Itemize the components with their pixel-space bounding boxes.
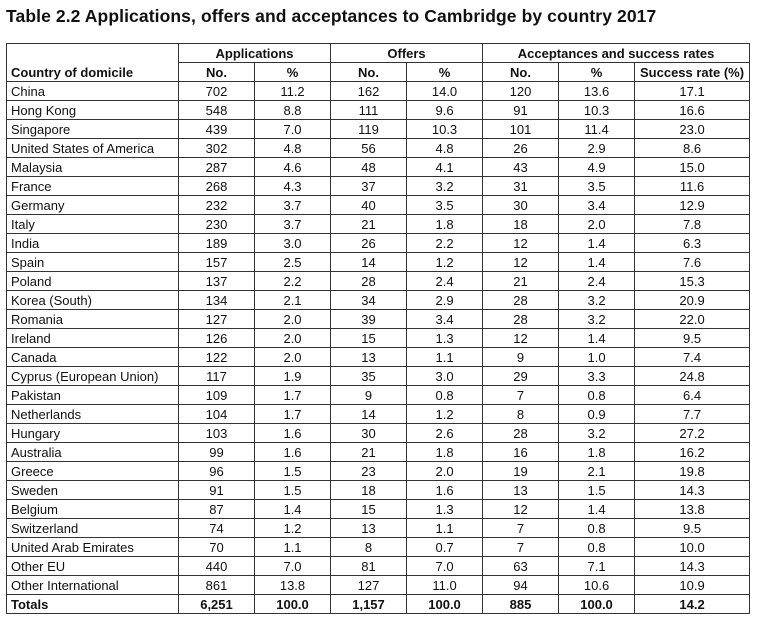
cell-country: Hong Kong (7, 101, 179, 120)
cell-acc-no: 28 (483, 291, 559, 310)
cell-success: 6.4 (635, 386, 750, 405)
table-row (7, 386, 750, 405)
cell-app-no: 548 (179, 101, 255, 120)
cell-app-no: 126 (179, 329, 255, 348)
cell-off-pct: 2.2 (407, 234, 483, 253)
header-app-no: No. (179, 63, 255, 82)
cell-acc-no: 120 (483, 82, 559, 101)
cell-success: 7.6 (635, 253, 750, 272)
cell-acc-pct: 1.4 (559, 253, 635, 272)
cell-success: 24.8 (635, 367, 750, 386)
cell-app-no: 232 (179, 196, 255, 215)
cell-off-pct: 4.8 (407, 139, 483, 158)
cell-success: 12.9 (635, 196, 750, 215)
cell-app-no: 96 (179, 462, 255, 481)
header-acceptances: Acceptances and success rates (483, 44, 750, 63)
cell-country: Other International (7, 576, 179, 595)
table-row (7, 348, 750, 367)
cell-acc-no: 885 (483, 595, 559, 614)
cell-off-pct: 1.1 (407, 348, 483, 367)
cell-app-no: 157 (179, 253, 255, 272)
cell-success: 23.0 (635, 120, 750, 139)
cell-off-no: 162 (331, 82, 407, 101)
cell-success: 27.2 (635, 424, 750, 443)
cell-success: 16.6 (635, 101, 750, 120)
cell-country: France (7, 177, 179, 196)
table-row (7, 424, 750, 443)
cell-success: 15.3 (635, 272, 750, 291)
table-row (7, 272, 750, 291)
table-row (7, 234, 750, 253)
cell-acc-no: 28 (483, 310, 559, 329)
cell-app-pct: 1.7 (255, 405, 331, 424)
cell-acc-no: 30 (483, 196, 559, 215)
cell-acc-pct: 0.8 (559, 386, 635, 405)
cell-country: Germany (7, 196, 179, 215)
cell-acc-no: 101 (483, 120, 559, 139)
cell-acc-no: 63 (483, 557, 559, 576)
cell-acc-no: 7 (483, 386, 559, 405)
cell-off-no: 119 (331, 120, 407, 139)
cell-success: 7.8 (635, 215, 750, 234)
cell-country: Ireland (7, 329, 179, 348)
cell-country: Australia (7, 443, 179, 462)
totals-row (7, 595, 750, 614)
table-row (7, 139, 750, 158)
cell-acc-pct: 2.9 (559, 139, 635, 158)
cell-acc-no: 29 (483, 367, 559, 386)
cell-acc-no: 21 (483, 272, 559, 291)
table-row (7, 367, 750, 386)
cell-acc-pct: 3.2 (559, 310, 635, 329)
cell-acc-no: 12 (483, 253, 559, 272)
cell-acc-pct: 3.2 (559, 424, 635, 443)
cell-off-pct: 9.6 (407, 101, 483, 120)
table-row (7, 253, 750, 272)
table-title: Table 2.2 Applications, offers and acceptances to Cambridge by country 2017 (6, 6, 657, 26)
cell-off-no: 21 (331, 443, 407, 462)
cell-country: Switzerland (7, 519, 179, 538)
cell-acc-pct: 1.4 (559, 234, 635, 253)
cell-country: United Arab Emirates (7, 538, 179, 557)
cell-app-pct: 2.5 (255, 253, 331, 272)
cell-off-no: 9 (331, 386, 407, 405)
cell-app-pct: 4.8 (255, 139, 331, 158)
cell-off-no: 40 (331, 196, 407, 215)
cell-app-pct: 1.9 (255, 367, 331, 386)
cell-success: 9.5 (635, 329, 750, 348)
cell-acc-pct: 7.1 (559, 557, 635, 576)
cell-off-no: 21 (331, 215, 407, 234)
cell-off-pct: 10.3 (407, 120, 483, 139)
cell-app-pct: 13.8 (255, 576, 331, 595)
cell-acc-pct: 3.5 (559, 177, 635, 196)
cell-acc-no: 18 (483, 215, 559, 234)
cell-app-pct: 1.5 (255, 481, 331, 500)
table-row (7, 158, 750, 177)
cell-acc-pct: 3.3 (559, 367, 635, 386)
header-row-groups (7, 44, 750, 63)
table-body (7, 82, 750, 614)
cell-country: Korea (South) (7, 291, 179, 310)
cell-off-pct: 2.6 (407, 424, 483, 443)
cell-off-no: 15 (331, 329, 407, 348)
cell-country: Italy (7, 215, 179, 234)
header-acc-pct: % (559, 63, 635, 82)
table-row (7, 481, 750, 500)
cell-country: Netherlands (7, 405, 179, 424)
cell-off-no: 18 (331, 481, 407, 500)
cell-success: 6.3 (635, 234, 750, 253)
cell-acc-no: 9 (483, 348, 559, 367)
cell-success: 16.2 (635, 443, 750, 462)
cell-off-no: 30 (331, 424, 407, 443)
cell-app-no: 70 (179, 538, 255, 557)
cell-acc-no: 26 (483, 139, 559, 158)
cell-app-no: 6,251 (179, 595, 255, 614)
cell-off-pct: 1.8 (407, 215, 483, 234)
cell-off-pct: 1.6 (407, 481, 483, 500)
cell-off-pct: 1.2 (407, 253, 483, 272)
cell-app-pct: 3.7 (255, 196, 331, 215)
cell-off-pct: 3.0 (407, 367, 483, 386)
cell-app-no: 117 (179, 367, 255, 386)
cell-app-no: 302 (179, 139, 255, 158)
cell-acc-no: 16 (483, 443, 559, 462)
cell-app-pct: 8.8 (255, 101, 331, 120)
cell-app-no: 109 (179, 386, 255, 405)
cell-success: 22.0 (635, 310, 750, 329)
cell-app-pct: 1.2 (255, 519, 331, 538)
header-applications: Applications (179, 44, 331, 63)
cell-acc-no: 7 (483, 519, 559, 538)
cell-app-no: 440 (179, 557, 255, 576)
cell-app-pct: 2.0 (255, 348, 331, 367)
cell-app-no: 702 (179, 82, 255, 101)
cell-off-no: 14 (331, 405, 407, 424)
cell-acc-pct: 0.9 (559, 405, 635, 424)
cell-success: 14.3 (635, 481, 750, 500)
cell-success: 7.4 (635, 348, 750, 367)
cell-country: Greece (7, 462, 179, 481)
cell-country: Spain (7, 253, 179, 272)
cell-off-no: 15 (331, 500, 407, 519)
header-off-pct: % (407, 63, 483, 82)
cell-off-no: 39 (331, 310, 407, 329)
cell-app-pct: 4.3 (255, 177, 331, 196)
table-row (7, 576, 750, 595)
cell-country: Malaysia (7, 158, 179, 177)
cell-off-pct: 100.0 (407, 595, 483, 614)
cell-app-pct: 1.1 (255, 538, 331, 557)
cell-acc-pct: 2.0 (559, 215, 635, 234)
cell-app-pct: 1.4 (255, 500, 331, 519)
cell-acc-pct: 0.8 (559, 519, 635, 538)
cell-success: 11.6 (635, 177, 750, 196)
cell-off-no: 111 (331, 101, 407, 120)
table-row (7, 310, 750, 329)
cell-country: Romania (7, 310, 179, 329)
table-row (7, 443, 750, 462)
cell-off-pct: 1.3 (407, 500, 483, 519)
cell-app-no: 91 (179, 481, 255, 500)
cell-country: Sweden (7, 481, 179, 500)
cell-acc-pct: 1.4 (559, 500, 635, 519)
cell-app-pct: 1.6 (255, 443, 331, 462)
cell-acc-pct: 2.1 (559, 462, 635, 481)
cell-off-pct: 4.1 (407, 158, 483, 177)
table-row (7, 177, 750, 196)
cell-acc-pct: 100.0 (559, 595, 635, 614)
cell-acc-no: 12 (483, 329, 559, 348)
cell-acc-no: 91 (483, 101, 559, 120)
cell-off-no: 26 (331, 234, 407, 253)
cell-app-pct: 1.5 (255, 462, 331, 481)
cell-app-pct: 2.2 (255, 272, 331, 291)
cell-app-no: 230 (179, 215, 255, 234)
cell-off-no: 56 (331, 139, 407, 158)
cell-acc-pct: 3.2 (559, 291, 635, 310)
cell-app-no: 99 (179, 443, 255, 462)
cell-app-no: 104 (179, 405, 255, 424)
cell-country: China (7, 82, 179, 101)
cell-app-pct: 2.0 (255, 310, 331, 329)
table-row (7, 215, 750, 234)
cell-off-pct: 1.3 (407, 329, 483, 348)
cell-acc-pct: 1.5 (559, 481, 635, 500)
cell-country: Belgium (7, 500, 179, 519)
table-row (7, 557, 750, 576)
cell-acc-no: 43 (483, 158, 559, 177)
cell-acc-pct: 11.4 (559, 120, 635, 139)
cell-app-no: 861 (179, 576, 255, 595)
cell-app-no: 287 (179, 158, 255, 177)
cell-app-no: 127 (179, 310, 255, 329)
cell-country: Totals (7, 595, 179, 614)
cell-acc-no: 19 (483, 462, 559, 481)
cell-acc-pct: 2.4 (559, 272, 635, 291)
table-row (7, 82, 750, 101)
cell-app-pct: 4.6 (255, 158, 331, 177)
cell-success: 10.0 (635, 538, 750, 557)
table-row (7, 519, 750, 538)
cell-off-pct: 2.4 (407, 272, 483, 291)
cell-acc-no: 31 (483, 177, 559, 196)
cell-app-pct: 1.6 (255, 424, 331, 443)
cell-off-pct: 1.1 (407, 519, 483, 538)
cell-acc-pct: 13.6 (559, 82, 635, 101)
cell-success: 15.0 (635, 158, 750, 177)
cell-off-pct: 1.8 (407, 443, 483, 462)
cell-off-no: 37 (331, 177, 407, 196)
cell-app-no: 122 (179, 348, 255, 367)
cell-country: Poland (7, 272, 179, 291)
cell-app-no: 268 (179, 177, 255, 196)
cell-acc-no: 7 (483, 538, 559, 557)
cell-acc-pct: 3.4 (559, 196, 635, 215)
cell-success: 14.2 (635, 595, 750, 614)
table-row (7, 329, 750, 348)
data-table (6, 43, 750, 614)
cell-app-no: 74 (179, 519, 255, 538)
cell-off-pct: 3.5 (407, 196, 483, 215)
cell-off-pct: 0.7 (407, 538, 483, 557)
cell-off-pct: 3.2 (407, 177, 483, 196)
cell-off-pct: 14.0 (407, 82, 483, 101)
cell-app-pct: 2.0 (255, 329, 331, 348)
header-offers: Offers (331, 44, 483, 63)
table-row (7, 196, 750, 215)
cell-success: 14.3 (635, 557, 750, 576)
cell-acc-no: 13 (483, 481, 559, 500)
cell-off-no: 13 (331, 519, 407, 538)
cell-acc-no: 8 (483, 405, 559, 424)
cell-app-no: 137 (179, 272, 255, 291)
cell-country: Singapore (7, 120, 179, 139)
cell-app-pct: 1.7 (255, 386, 331, 405)
header-app-pct: % (255, 63, 331, 82)
cell-country: Other EU (7, 557, 179, 576)
cell-country: United States of America (7, 139, 179, 158)
table-row (7, 538, 750, 557)
cell-app-pct: 7.0 (255, 557, 331, 576)
cell-acc-no: 12 (483, 234, 559, 253)
cell-success: 7.7 (635, 405, 750, 424)
table-row (7, 120, 750, 139)
cell-off-no: 1,157 (331, 595, 407, 614)
cell-country: Canada (7, 348, 179, 367)
cell-off-pct: 7.0 (407, 557, 483, 576)
cell-acc-no: 94 (483, 576, 559, 595)
cell-app-pct: 100.0 (255, 595, 331, 614)
cell-app-no: 439 (179, 120, 255, 139)
cell-off-no: 23 (331, 462, 407, 481)
cell-acc-pct: 10.6 (559, 576, 635, 595)
cell-off-pct: 3.4 (407, 310, 483, 329)
table-row (7, 291, 750, 310)
cell-off-no: 13 (331, 348, 407, 367)
cell-app-pct: 2.1 (255, 291, 331, 310)
table-row (7, 101, 750, 120)
cell-app-no: 87 (179, 500, 255, 519)
cell-off-no: 34 (331, 291, 407, 310)
cell-acc-pct: 1.0 (559, 348, 635, 367)
cell-off-pct: 1.2 (407, 405, 483, 424)
header-acc-no: No. (483, 63, 559, 82)
cell-success: 10.9 (635, 576, 750, 595)
cell-off-pct: 0.8 (407, 386, 483, 405)
table-row (7, 462, 750, 481)
cell-country: Pakistan (7, 386, 179, 405)
cell-success: 19.8 (635, 462, 750, 481)
cell-app-no: 103 (179, 424, 255, 443)
cell-app-no: 189 (179, 234, 255, 253)
cell-app-pct: 11.2 (255, 82, 331, 101)
cell-app-pct: 3.0 (255, 234, 331, 253)
cell-acc-pct: 10.3 (559, 101, 635, 120)
cell-off-no: 28 (331, 272, 407, 291)
cell-country: Hungary (7, 424, 179, 443)
cell-app-no: 134 (179, 291, 255, 310)
cell-success: 13.8 (635, 500, 750, 519)
cell-app-pct: 7.0 (255, 120, 331, 139)
cell-acc-pct: 1.4 (559, 329, 635, 348)
header-country: Country of domicile (7, 44, 179, 82)
cell-off-pct: 2.9 (407, 291, 483, 310)
cell-app-pct: 3.7 (255, 215, 331, 234)
cell-off-no: 8 (331, 538, 407, 557)
cell-success: 17.1 (635, 82, 750, 101)
cell-acc-pct: 4.9 (559, 158, 635, 177)
cell-acc-no: 28 (483, 424, 559, 443)
cell-off-no: 48 (331, 158, 407, 177)
cell-acc-pct: 1.8 (559, 443, 635, 462)
cell-country: Cyprus (European Union) (7, 367, 179, 386)
header-success-rate: Success rate (%) (635, 63, 750, 82)
cell-off-no: 14 (331, 253, 407, 272)
cell-success: 8.6 (635, 139, 750, 158)
cell-success: 20.9 (635, 291, 750, 310)
cell-off-no: 127 (331, 576, 407, 595)
table-row (7, 405, 750, 424)
header-off-no: No. (331, 63, 407, 82)
cell-off-no: 81 (331, 557, 407, 576)
cell-country: India (7, 234, 179, 253)
table-row (7, 500, 750, 519)
cell-success: 9.5 (635, 519, 750, 538)
cell-off-pct: 11.0 (407, 576, 483, 595)
cell-acc-pct: 0.8 (559, 538, 635, 557)
cell-off-pct: 2.0 (407, 462, 483, 481)
cell-off-no: 35 (331, 367, 407, 386)
cell-acc-no: 12 (483, 500, 559, 519)
